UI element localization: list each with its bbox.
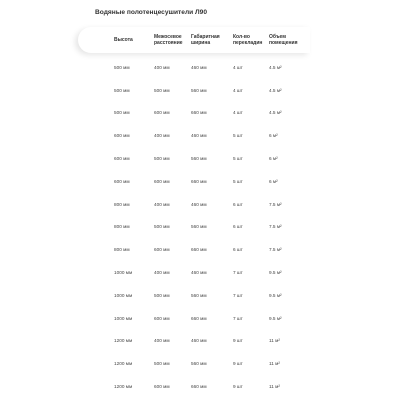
table-cell: 800 мм	[114, 201, 130, 207]
table-cell: 1200 мм	[114, 361, 133, 367]
table-cell: 5 шт	[233, 156, 243, 162]
table-cell: 6 шт	[233, 201, 243, 207]
column-header-line: расстояние	[154, 40, 183, 46]
table-cell: 4 шт	[233, 64, 243, 70]
table-cell: 500 мм	[154, 224, 170, 230]
table-cell: 600 мм	[114, 178, 130, 184]
table-cell: 460 мм	[191, 338, 207, 344]
table-cell: 560 мм	[191, 292, 207, 298]
table-cell: 660 мм	[191, 178, 207, 184]
table-cell: 400 мм	[154, 270, 170, 276]
table-cell: 560 мм	[191, 87, 207, 93]
table-cell: 1200 мм	[114, 338, 133, 344]
column-header-bar-count	[233, 27, 262, 53]
table-cell: 660 мм	[191, 247, 207, 253]
table-row	[78, 238, 310, 261]
table-cell: 560 мм	[191, 361, 207, 367]
table-cell: 4.5 м²	[269, 87, 282, 93]
table-row	[78, 170, 310, 193]
column-header-line: перекладин	[233, 40, 263, 46]
table-cell: 600 мм	[154, 247, 170, 253]
table-cell: 5 шт	[233, 133, 243, 139]
table-cell: 600 мм	[154, 384, 170, 390]
table-cell: 7 шт	[233, 270, 243, 276]
table-cell: 600 мм	[154, 110, 170, 116]
table-cell: 600 мм	[154, 315, 170, 321]
table-cell: 400 мм	[154, 338, 170, 344]
table-cell: 4 шт	[233, 110, 243, 116]
table-cell: 1000 мм	[114, 315, 133, 321]
table-cell: 660 мм	[191, 384, 207, 390]
table-row	[78, 102, 310, 125]
table-cell: 600 мм	[114, 133, 130, 139]
table-cell: 7 шт	[233, 292, 243, 298]
table-cell: 6 шт	[233, 247, 243, 253]
table-cell: 9 шт	[233, 338, 243, 344]
table-row	[78, 216, 310, 239]
table-cell: 560 мм	[191, 156, 207, 162]
column-header-line: Габаритная	[191, 33, 220, 40]
table-cell: 500 мм	[154, 156, 170, 162]
table-row	[78, 147, 310, 170]
table-row	[78, 56, 310, 79]
table-cell: 6 м²	[269, 133, 278, 139]
table-cell: 5 шт	[233, 178, 243, 184]
table-cell: 6 шт	[233, 224, 243, 230]
table-cell: 6 м²	[269, 178, 278, 184]
table-cell: 660 мм	[191, 315, 207, 321]
table-row	[78, 261, 310, 284]
column-header-line: Высота	[114, 36, 133, 43]
table-cell: 1000 мм	[114, 270, 133, 276]
table-cell: 600 мм	[154, 178, 170, 184]
table-cell: 400 мм	[154, 133, 170, 139]
table-cell: 1200 мм	[114, 384, 133, 390]
column-header-line: Объем	[269, 33, 286, 40]
table-cell: 500 мм	[154, 361, 170, 367]
table-cell: 4 шт	[233, 87, 243, 93]
table-cell: 460 мм	[191, 201, 207, 207]
table-cell: 7.5 м²	[269, 247, 282, 253]
column-header-height	[114, 27, 133, 53]
table-row	[78, 307, 310, 330]
spec-table	[78, 27, 310, 398]
table-cell: 9 шт	[233, 384, 243, 390]
table-cell: 9.5 м²	[269, 292, 282, 298]
table-cell: 560 мм	[191, 224, 207, 230]
table-row	[78, 284, 310, 307]
table-row	[78, 375, 310, 398]
table-header	[78, 27, 310, 53]
table-cell: 11 м²	[269, 361, 280, 367]
table-cell: 9.5 м²	[269, 270, 282, 276]
table-cell: 9.5 м²	[269, 315, 282, 321]
column-header-center-distance	[154, 27, 183, 53]
table-cell: 4.5 м²	[269, 110, 282, 116]
page-title: Водяные полотенцесушители Л90	[95, 9, 207, 16]
table-cell: 500 мм	[154, 292, 170, 298]
table-row	[78, 330, 310, 353]
table-cell: 11 м²	[269, 384, 280, 390]
column-header-line: ширина	[191, 40, 211, 46]
table-row	[78, 352, 310, 375]
table-cell: 660 мм	[191, 110, 207, 116]
table-cell: 800 мм	[114, 224, 130, 230]
table-cell: 800 мм	[114, 247, 130, 253]
table-cell: 9 шт	[233, 361, 243, 367]
column-header-room-volume	[269, 27, 298, 53]
column-header-line: помещения	[269, 40, 298, 46]
column-header-overall-width	[191, 27, 220, 53]
table-cell: 7.5 м²	[269, 224, 282, 230]
table-row	[78, 124, 310, 147]
table-body	[78, 56, 310, 398]
table-cell: 6 м²	[269, 156, 278, 162]
table-cell: 4.5 м²	[269, 64, 282, 70]
table-cell: 460 мм	[191, 270, 207, 276]
table-cell: 500 мм	[114, 110, 130, 116]
table-cell: 500 мм	[114, 64, 130, 70]
table-cell: 1000 мм	[114, 292, 133, 298]
table-row	[78, 79, 310, 102]
table-cell: 460 мм	[191, 133, 207, 139]
column-header-line: Межосевое	[154, 33, 182, 40]
table-cell: 500 мм	[154, 87, 170, 93]
table-cell: 400 мм	[154, 64, 170, 70]
table-cell: 11 м²	[269, 338, 280, 344]
table-cell: 500 мм	[114, 87, 130, 93]
table-cell: 400 мм	[154, 201, 170, 207]
table-cell: 460 мм	[191, 64, 207, 70]
table-cell: 7 шт	[233, 315, 243, 321]
table-cell: 7.5 м²	[269, 201, 282, 207]
table-cell: 600 мм	[114, 156, 130, 162]
column-header-line: Кол-во	[233, 33, 250, 40]
table-row	[78, 193, 310, 216]
